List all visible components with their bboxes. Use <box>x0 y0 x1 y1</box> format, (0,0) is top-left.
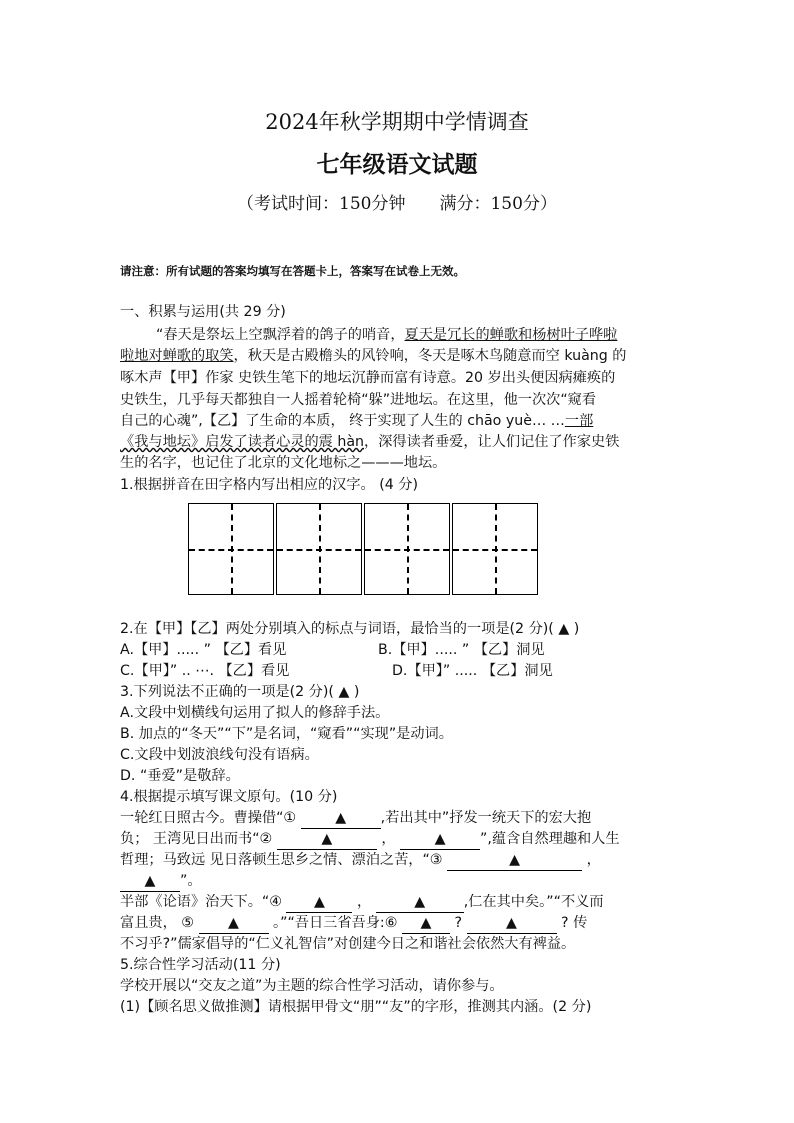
passage-text: ，秋天是古殿檐头的风铃响，冬天是啄木鸟随意而空 kuàng 的 <box>233 348 627 364</box>
section-heading: 一、积累与运用(共 29 分) <box>120 304 286 320</box>
q2-option-a[interactable]: A.【甲】..... ” 【乙】看见 <box>120 642 287 658</box>
passage-text: “春天是祭坛上空飘浮着的鸽子的哨音， <box>156 327 405 343</box>
q4-text: 。”“吾日三省吾身:⑥ <box>273 915 398 931</box>
notice: 请注意：所有试题的答案均填写在答题卡上，答案写在试卷上无效。 <box>120 264 465 278</box>
answer-blank-4b[interactable]: ▲ <box>376 892 464 913</box>
page-title: 2024年秋学期期中学情调查 <box>265 110 529 134</box>
answer-blank-5[interactable]: ▲ <box>199 913 269 934</box>
q4-text: 哲理；马致远 见日落顿生思乡之情、漂泊之苦，“③ <box>120 852 443 868</box>
exam-info: （考试时间：150分钟 满分：150分） <box>237 194 557 214</box>
passage-text: 自己的心魂”,【乙】了生命的本质， 终于实现了人生的 chāo yuè… … <box>120 413 565 429</box>
q4-line-2 <box>120 829 620 850</box>
q4-text: ， <box>356 894 372 910</box>
wavy-underlined-sentence: 《我与地坛》启发了读者心灵的震 hàn <box>120 434 365 450</box>
q4-text: 富且贵， ⑤ <box>120 915 194 931</box>
q3-option-a[interactable]: A.文段中划横线句运用了拟人的修辞手法。 <box>120 705 390 721</box>
answer-blank-3b[interactable]: ▲ <box>120 871 180 892</box>
grid-cell[interactable] <box>452 503 538 595</box>
passage-line-5 <box>120 411 593 431</box>
q2-option-d[interactable]: D.【甲】” ..... 【乙】洞见 <box>392 663 553 679</box>
grid-cell[interactable] <box>364 503 450 595</box>
q4-line-3 <box>120 850 601 871</box>
q3-option-d[interactable]: D. “垂爱”是敬辞。 <box>120 768 240 784</box>
paper-subtitle: 七年级语文试题 <box>316 151 478 178</box>
passage-line-6 <box>120 432 619 452</box>
q4-text: 一轮红日照古今。曹操借“① <box>120 810 297 826</box>
underlined-sentence: 啦地对蝉歌的取笑 <box>120 348 234 364</box>
underlined-sentence: 夏天是冗长的蝉歌和杨树叶子哗啦 <box>404 327 618 343</box>
q4-text: ? <box>454 915 462 931</box>
q2-option-b[interactable]: B.【甲】..... ” 【乙】洞见 <box>378 642 545 658</box>
q4-text: ,仁在其中矣。”“不义而 <box>463 894 604 910</box>
q4-line-5 <box>120 892 604 913</box>
q4-text: ? 传 <box>561 915 588 931</box>
q5-intro: 学校开展以“交友之道”为主题的综合性学习活动，请你参与。 <box>120 978 504 994</box>
passage-line-2 <box>120 346 627 366</box>
q5-sub-question-1: (1)【顾名思义做推测】请根据甲骨文“朋”“友”的字形，推测其内涵。(2 分) <box>120 999 592 1015</box>
q4-line-6 <box>120 913 587 934</box>
question-4: 4.根据提示填写课文原句。(10 分) <box>120 789 338 805</box>
grid-cell[interactable] <box>276 503 362 595</box>
answer-blank-4a[interactable]: ▲ <box>286 892 352 913</box>
passage-line-3: 啄木声【甲】作家 史铁生笔下的地坛沉静而富有诗意。20 岁出头便因病瘫痪的 <box>120 370 616 386</box>
q2-option-c[interactable]: C.【甲】” .. ⋯. 【乙】看见 <box>120 663 290 679</box>
q4-text: ”。 <box>180 873 202 889</box>
passage-line-1 <box>156 325 617 345</box>
grid-cell[interactable] <box>188 503 274 595</box>
q4-text: ， <box>586 852 601 868</box>
answer-blank-6a[interactable]: ▲ <box>402 913 450 934</box>
q4-text: ”,蕴含自然理趣和人生 <box>480 831 620 847</box>
q4-line-4 <box>120 871 202 892</box>
answer-blank-3a[interactable]: ▲ <box>447 850 582 871</box>
question-1: 1.根据拼音在田字格内写出相应的汉字。 (4 分) <box>120 477 419 493</box>
underlined-sentence: 一部 <box>564 413 594 429</box>
passage-text: ，深得读者垂爱，让人们记住了作家史铁 <box>364 434 620 450</box>
question-5: 5.综合性学习活动(11 分) <box>120 957 281 973</box>
q4-text: ， <box>381 831 396 847</box>
passage-line-4: 史铁生，几乎每天都独自一人摇着轮椅“躲”进地坛。在这里，他一次次“窥看 <box>120 392 597 408</box>
question-2: 2.在【甲】【乙】两处分别填入的标点与词语，最恰当的一项是(2 分)( ▲ ) <box>120 621 580 637</box>
q4-text: 半部《论语》治天下。“④ <box>120 894 282 910</box>
q3-option-c[interactable]: C.文段中划波浪线句没有语病。 <box>120 747 319 763</box>
answer-blank-1[interactable]: ▲ <box>301 808 381 829</box>
q4-line-1 <box>120 808 591 829</box>
passage-line-7: 生的名字，也记住了北京的文化地标之———地坛。 <box>120 455 447 471</box>
answer-blank-6b[interactable]: ▲ <box>467 913 557 934</box>
q4-text: 负； 王湾见日出而书“② <box>120 831 273 847</box>
question-3: 3.下列说法不正确的一项是(2 分)( ▲ ) <box>120 684 360 700</box>
q4-line-7: 不习乎?”儒家倡导的“仁义礼智信”对创建今日之和谐社会依然大有裨益。 <box>120 936 576 952</box>
answer-blank-2a[interactable]: ▲ <box>277 829 377 850</box>
q3-option-b[interactable]: B. 加点的“冬天”“下”是名词，“窥看”“实现”是动词。 <box>120 726 453 742</box>
q4-text: ,若出其中”抒发一统天下的宏大抱 <box>380 810 592 826</box>
answer-blank-2b[interactable]: ▲ <box>400 829 480 850</box>
